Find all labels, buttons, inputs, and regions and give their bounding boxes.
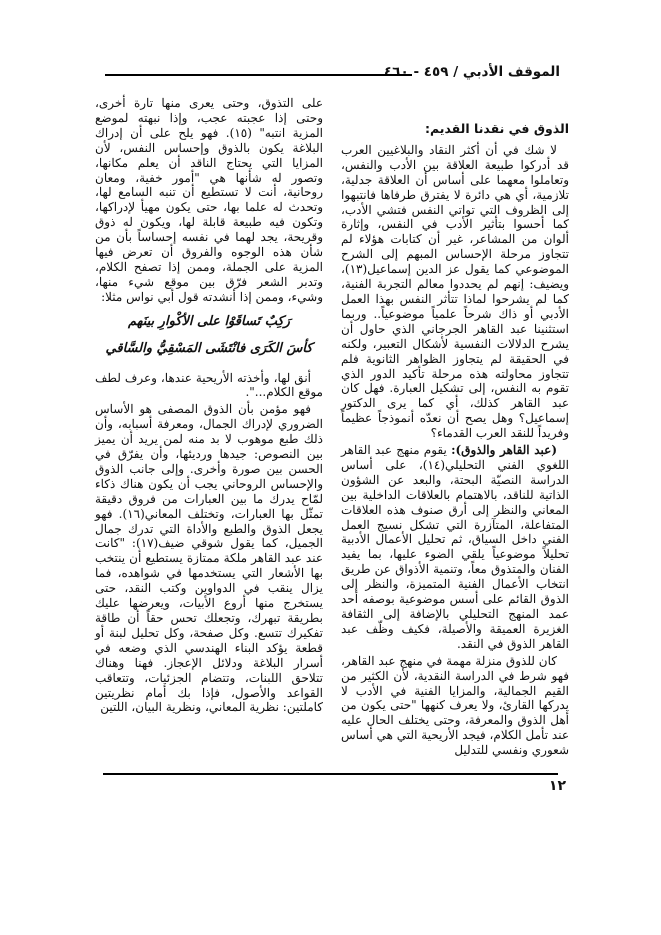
lead-heading: (عبد القاهر والذوق): bbox=[451, 443, 558, 458]
header-rule bbox=[105, 74, 412, 76]
lead-text: يقوم منهج عبد القاهر اللغوي الفني التحليلي(١٤)، على أساس الدراسة النصيّة البحتة، والبعد عن الشؤون الذاتية للناقد، بالاهتمام بالعلاقات الداخلية بين المعاني والنظر إلى أرق صنوف هذه العلاقات المتفاعلة، المتآزرة التي تشكل نسيج العمل الفني داخل السياق، ثم تحليل الأعمال الأدبية تحليلاً موضوعياً يلقي الضوء عليها، بما يفيد الفنان والمتذوق معاً، وتنمية الأذواق عن طريق انتخاب الأعمال الفنية المتميزة، والنظر إلى الذوق القائم على أسس موضوعية بوصفه أحد عمد المنهج التحليلي بالإضافة إلى الثقافة الغزيرة العميقة والأصيلة، فكيف وظّف عبد القاهر الذوق في النقد. bbox=[341, 443, 570, 651]
after-poem-paragraph: أنق لها، وأخذته الأريحية عندها، وعرف لطف موقع الكلام...". bbox=[95, 370, 323, 400]
closing-paragraph: كان للذوق منزلة مهمة في منهج عبد القاهر، فهو شرط في الدراسة النقدية، لأن الكثير من القيم الجمالية، والمزايا الفنية في الأدب لا يدركها القارئ، ولا يعرف كنهها "حتى يكون من أهل الذوق والمعرفة، وحتى يختلف الحال عليه عند تأمل الكلام، فيجد الأريحية التي هي أساس شعوري ونفسي للتدليل bbox=[341, 653, 569, 758]
intro-paragraph: لا شك في أن أكثر النقاد والبلاغيين العرب قد أدركوا طبيعة العلاقة بين الأدب والنفس، وتعاملوا معهما على أساس أن العلاقة جدلية، تلازمية، أي هي دائرة لا يفترق طرفاها فانتبهوا إلى الظروف التي تواتي النفس فتشي الأدب، كما أحسوا بتأثير الأدب في النفس، وإثارة ألوان من المشاعر، غير أن كتابات هؤلاء لم تتجاوز مرحلة الإحساس المبهم إلى الشرح الموضوعي كما يقول عز الدين إسماعيل(١٣)، ويضيف: إنهم لم يحددوا معالم التجربة الفنية، كما لم يشرحوا لماذا تتأثر النفس بهذا العمل الأدبي أو ذاك شرحاً علمياً موضوعياً.. وربما استثنينا عبد القاهر الجرجاني الذي حاول أن يشرح الدلالات النفسية لأشكال التعبير، ولكنه في الحقيقة لم يتجاوز الظواهر الثانوية فلم تتجاوز محاولته هذه مرحلة تأكيد الدور الذي تقوم به النفس، إلى تشكيل العبارة. فهل كان عبد القاهر كذلك، أي كما يرى الدكتور إسماعيل؟ وهل يصح أن نعدّه أنموذجاً عظيماً وفريداً للنقد العرب القدماء؟ bbox=[341, 142, 569, 441]
right-column bbox=[341, 122, 569, 760]
left-column bbox=[95, 96, 323, 717]
section-title: الذوق في نقدنا القديم: bbox=[424, 121, 569, 136]
page-header bbox=[105, 64, 560, 84]
page-number: ١٢ bbox=[548, 778, 566, 794]
journal-title: الموقف الأدبي / ٤٥٩ - ٤٦٠ bbox=[384, 64, 560, 80]
poem-line-2: كأسَ الكَرَى فانْتَشَى المَسْقِيُّ والسَّاقي bbox=[105, 340, 313, 356]
lead-paragraph bbox=[341, 443, 569, 652]
poem-block bbox=[95, 315, 323, 357]
long-paragraph: فهو مؤمن بأن الذوق المصفى هو الأساس الضروري لإدراك الجمال، ومعرفة أسبابه، وأن ذلك طبع موهوب لا بد منه لمن يريد أن يميز بين النصوص: جيدها ورديئها، وأن يفرّق في الحسن بين صورة وأخرى. وإلى جانب الذوق والإحساس الروحاني يجب أن يكون هناك ذكاء لمّاح يدرك ما بين العبارات من فروق دقيقة تمثّل بها العبارات، وتختلف المعاني(١٦). فهو يجعل الذوق والطبع والأداة التي تدرك جمال الجميل، كما يقول شوقي ضيف(١٧): "كانت عند عبد القاهر ملكة ممتازة يستطيع أن ينتخب بها الأشعار التي يستخدمها في شواهده، فما يزال ينقب في الدواوين وكتب النقد، حتى يستخرج منها أروع الأبيات، ويعرضها عليك بطريقة تبهرك، وتجعلك تحس حقاً أن طاقة تفكيرك تتسع. وكل صفحة، وكل تحليل لبنة أو قطعة يؤكد البناء الهندسي الذي وضعه في أسرار البلاغة ودلائل الإعجاز. فهنا وهناك تتلاحق اللبنات، وتتضام الجزئيات، وتتعاقب القواعد والأصول، فإذا بك أمام نظريتين كاملتين: نظرية المعاني، ونظرية البيان، اللتين bbox=[95, 402, 324, 715]
opening-paragraph: على التذوق، وحتى يعرى منها تارة أخرى، وحتى إذا عجبته عجب، وإذا نبهته لموضع المزية انتبه" (١٥). فهو يلح على أن إدراك البلاغة يكون بالذوق وإحساس النفس، لأن المزايا التي يحتاج الناقد أن يعلم مكانها، وتصور له شأنها هي "أمور خفية، ومعان روحانية، أنت لا تستطيع أن تنبه السامع لها، وتحدث له علما بها، حتى يكون مهيأ لإدراكها، وتكون فيه طبيعة قابلة لها، ويكون له ذوق وقريحة، يجد لهما في نفسه إحساساً بأن من شأن هذه الوجوه والفروق أن تعرض فيها المزية على الجملة، وممن إذا تصفح الكلام، وتدبر الشعر فرّق بين موقع شيء منها، وشيء، وممن إذا أنشدته قول أبي نواس مثلا: bbox=[95, 96, 323, 304]
poem-line-1: رَكِبٌ تَساقَوْا على الأكْوارِ بينَهم bbox=[128, 313, 290, 329]
footer-rule bbox=[103, 773, 558, 775]
